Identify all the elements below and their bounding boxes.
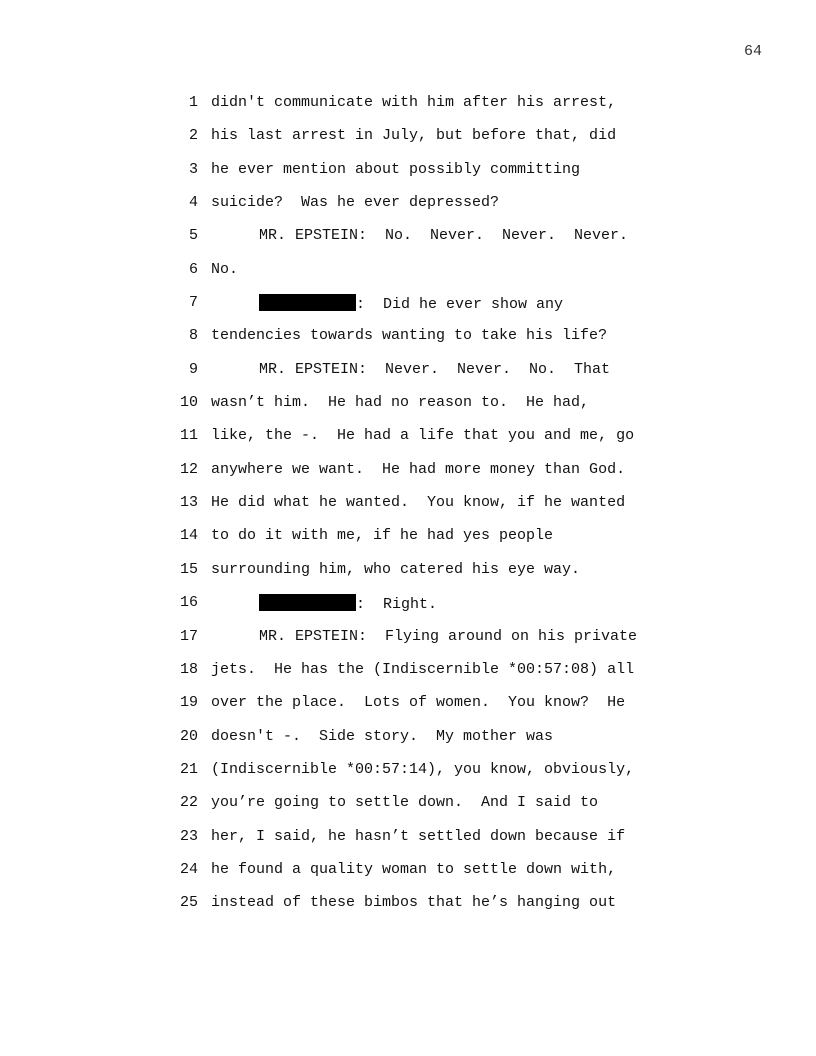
transcript-line — [170, 394, 690, 427]
line-number: 4 — [188, 194, 198, 212]
line-number: 10 — [179, 394, 198, 412]
line-text: anywhere we want. He had more money than God. — [211, 460, 626, 478]
line-number: 22 — [179, 794, 198, 812]
speaker-text: MR. EPSTEIN: Flying around on his private — [259, 627, 638, 645]
transcript-line — [170, 461, 690, 494]
transcript-line — [170, 194, 690, 227]
speaker-text: MR. EPSTEIN: No. Never. Never. Never. — [259, 227, 629, 245]
line-text: tendencies towards wanting to take his life? — [211, 327, 608, 345]
line-text: over the place. Lots of women. You know? He — [211, 694, 626, 712]
line-text — [211, 361, 610, 379]
line-number: 12 — [179, 460, 198, 478]
transcript-line — [170, 427, 690, 460]
line-number: 6 — [188, 260, 198, 278]
transcript-line — [170, 828, 690, 861]
line-text: (Indiscernible *00:57:14), you know, obviously, — [211, 760, 635, 778]
line-text: to do it with me, if he had yes people — [211, 527, 554, 545]
line-number: 1 — [188, 94, 198, 111]
line-number: 8 — [188, 327, 198, 345]
line-number: 5 — [188, 227, 198, 245]
page-number: 64 — [743, 43, 762, 60]
transcript-line — [170, 527, 690, 560]
line-number: 25 — [179, 894, 198, 912]
line-number: 23 — [179, 827, 198, 845]
line-number: 19 — [179, 694, 198, 712]
transcript-line — [170, 227, 690, 260]
line-text — [211, 294, 563, 314]
line-text: he found a quality woman to settle down with, — [211, 860, 617, 878]
line-text: didn't communicate with him after his arrest, — [211, 94, 617, 111]
line-text: suicide? Was he ever depressed? — [211, 194, 500, 212]
transcript-line — [170, 127, 690, 160]
transcript-line — [170, 294, 690, 327]
line-number: 24 — [179, 860, 198, 878]
transcript-line — [170, 661, 690, 694]
line-text: like, the -. He had a life that you and me, go — [211, 427, 635, 445]
line-number: 14 — [179, 527, 198, 545]
transcript-line — [170, 861, 690, 894]
line-number: 9 — [188, 360, 198, 378]
line-number: 16 — [179, 594, 198, 612]
transcript-line — [170, 561, 690, 594]
line-number: 17 — [179, 627, 198, 645]
line-number: 18 — [179, 660, 198, 678]
line-number: 2 — [188, 127, 198, 145]
line-text: instead of these bimbos that he’s hanging out — [211, 894, 617, 912]
transcript-line — [170, 94, 690, 127]
line-text: surrounding him, who catered his eye way. — [211, 560, 581, 578]
transcript-line — [170, 728, 690, 761]
line-number: 21 — [179, 760, 198, 778]
line-text: doesn't -. Side story. My mother was — [211, 727, 554, 745]
transcript-line — [170, 261, 690, 294]
transcript-line — [170, 794, 690, 827]
line-text: He did what he wanted. You know, if he wanted — [211, 494, 626, 512]
line-text: you’re going to settle down. And I said to — [211, 794, 599, 812]
line-text — [211, 227, 628, 245]
line-text — [211, 628, 637, 646]
transcript-body — [170, 94, 690, 928]
line-text: his last arrest in July, but before that, did — [211, 127, 617, 145]
speaker-text: : Right. — [356, 596, 438, 614]
line-text: her, I said, he hasn’t settled down because if — [211, 827, 626, 845]
line-number: 11 — [179, 427, 198, 445]
line-number: 7 — [188, 294, 198, 312]
speaker-text: MR. EPSTEIN: Never. Never. No. That — [259, 360, 611, 378]
redaction-box — [259, 594, 356, 611]
line-number: 3 — [188, 160, 198, 178]
transcript-line — [170, 327, 690, 360]
transcript-line — [170, 894, 690, 927]
transcript-line — [170, 361, 690, 394]
transcript-line — [170, 694, 690, 727]
line-text: jets. He has the (Indiscernible *00:57:08) all — [211, 660, 635, 678]
transcript-line — [170, 161, 690, 194]
speaker-text: : Did he ever show any — [356, 296, 564, 314]
transcript-line — [170, 594, 690, 627]
line-text: No. — [211, 260, 239, 278]
redaction-box — [259, 294, 356, 311]
line-number: 13 — [179, 494, 198, 512]
line-number: 15 — [179, 560, 198, 578]
transcript-line — [170, 628, 690, 661]
line-text — [211, 594, 437, 614]
line-number: 20 — [179, 727, 198, 745]
transcript-line — [170, 761, 690, 794]
transcript-line — [170, 494, 690, 527]
line-text: wasn’t him. He had no reason to. He had, — [211, 394, 590, 412]
line-text: he ever mention about possibly committing — [211, 160, 581, 178]
